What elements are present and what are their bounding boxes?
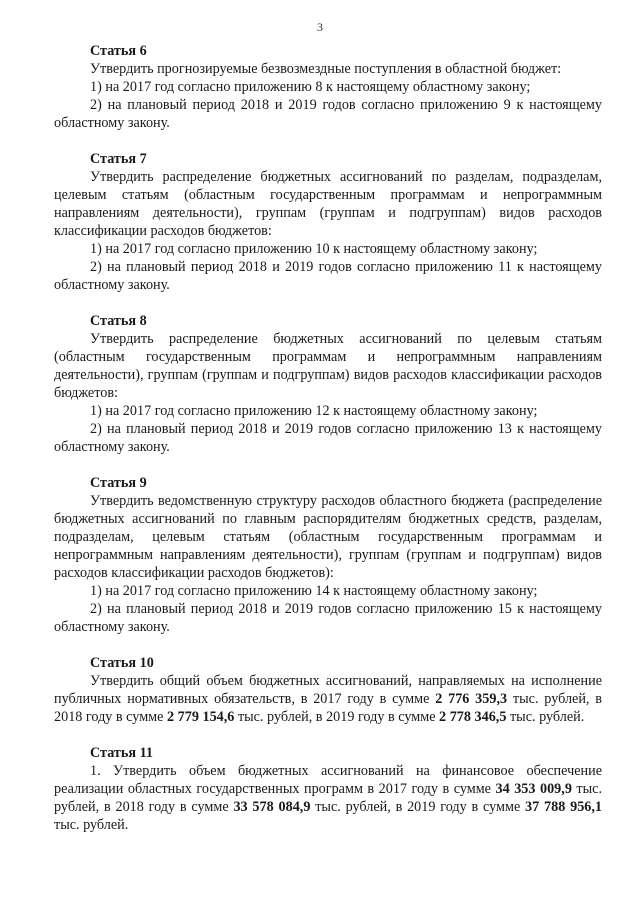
amount-2019: 2 778 346,5 [439, 709, 507, 725]
article-8 [54, 312, 602, 456]
text-run: 1. Утвердить объем бюджетных ассигнований на финансовое обеспечение реализации областных государственных программ в 2017 году в сумме [54, 763, 602, 797]
article-7 [54, 150, 602, 294]
article-paragraph: 2) на плановый период 2018 и 2019 годов согласно приложению 9 к настоящему областному закону. [54, 97, 602, 131]
text-run: тыс. рублей, в 2018 году в сумме [54, 691, 602, 725]
article-paragraph: Утвердить распределение бюджетных ассигнований по разделам, подразделам, целевым статьям (областным государственным программам и непрограммным направлениям деятельности), группам (группам и подгруппам) видов расходов классификации расходов бюджетов: [54, 169, 602, 239]
amount-2018: 2 779 154,6 [167, 709, 235, 725]
text-run: тыс. рублей, в 2019 году в сумме [310, 799, 526, 815]
article-paragraph: 2) на плановый период 2018 и 2019 годов согласно приложению 13 к настоящему областному закону. [54, 421, 602, 455]
text-run: Утвердить общий объем бюджетных ассигнований, направляемых на исполнение публичных нормативных обязательств, в 2017 году в сумме [54, 673, 602, 707]
article-paragraph: 1) на 2017 год согласно приложению 14 к настоящему областному закону; [90, 583, 538, 599]
article-paragraph: Утвердить распределение бюджетных ассигнований по целевым статьям (областным государственным программам и непрограммным направлениям деятельности), группам (группам и подгруппам) видов расходов классификации расходов бюджетов: [54, 331, 602, 401]
amount-2019: 37 788 956,1 [525, 799, 603, 815]
article-heading: Статья 9 [90, 475, 147, 491]
article-paragraph: Утвердить ведомственную структуру расходов областного бюджета (распределение бюджетных ассигнований по главным распорядителям бюджетных средств, разделам, подразделам, целевым статьям (областным государственным программам и непрограммным направлениям деятельности), группам (группам и подгруппам) видов расходов классификации расходов бюджетов): [54, 493, 602, 581]
document-body [54, 42, 602, 852]
article-9 [54, 474, 602, 636]
article-paragraph: 1) на 2017 год согласно приложению 8 к настоящему областному закону; [90, 79, 531, 95]
text-run: тыс. рублей, в 2018 году в сумме [54, 781, 603, 815]
article-heading: Статья 6 [90, 43, 147, 59]
article-11 [54, 744, 602, 834]
page-number: 3 [317, 20, 323, 34]
article-heading: Статья 7 [90, 151, 147, 167]
article-paragraph: 2) на плановый период 2018 и 2019 годов согласно приложению 15 к настоящему областному закону. [54, 601, 602, 635]
article-paragraph: 2) на плановый период 2018 и 2019 годов согласно приложению 11 к настоящему областному закону. [54, 259, 602, 293]
amount-2018: 33 578 084,9 [233, 799, 311, 815]
article-heading: Статья 10 [90, 655, 154, 671]
article-heading: Статья 11 [90, 745, 154, 761]
article-heading: Статья 8 [90, 313, 147, 329]
text-run: тыс. рублей. [506, 709, 585, 725]
amount-2017: 34 353 009,9 [495, 781, 572, 797]
article-paragraph [54, 672, 602, 726]
text-run: тыс. рублей. [54, 817, 129, 833]
article-paragraph: Утвердить прогнозируемые безвозмездные поступления в областной бюджет: [90, 61, 562, 77]
article-paragraph: 1) на 2017 год согласно приложению 12 к настоящему областному закону; [90, 403, 538, 419]
amount-2017: 2 776 359,3 [435, 691, 508, 707]
article-paragraph: 1) на 2017 год согласно приложению 10 к настоящему областному закону; [90, 241, 538, 257]
article-10 [54, 654, 602, 726]
article-paragraph [54, 762, 602, 834]
text-run: тыс. рублей, в 2019 году в сумме [234, 709, 440, 725]
article-6 [54, 42, 602, 132]
